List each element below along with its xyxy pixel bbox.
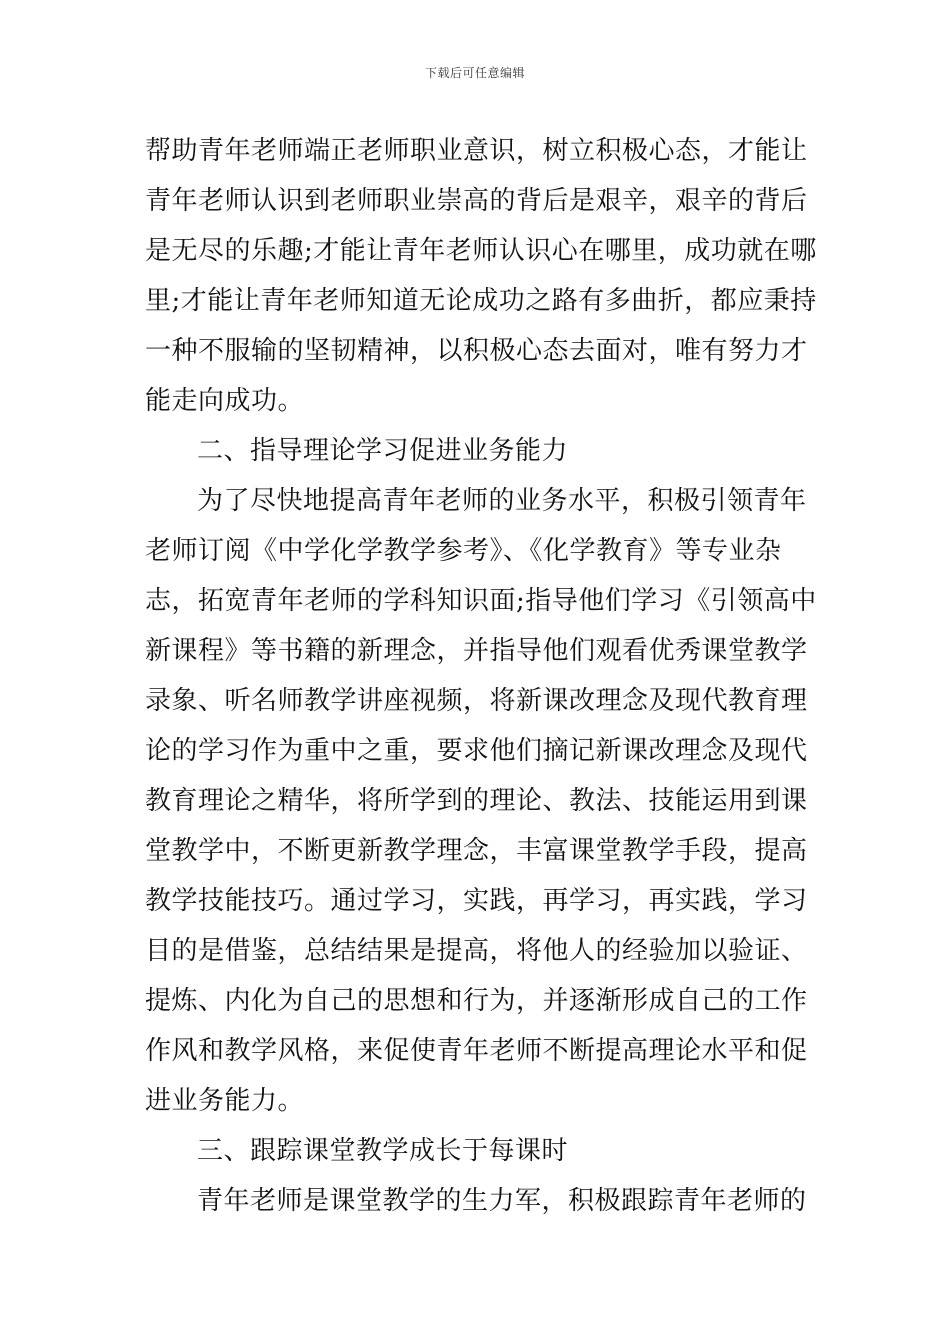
text-line: 是无尽的乐趣;才能让青年老师认识心在哪里，成功就在哪 [145, 236, 817, 266]
text-line: 青年老师认识到老师职业崇高的背后是艰辛，艰辛的背后 [145, 186, 808, 216]
text-line: 作风和教学风格，来促使青年老师不断提高理论水平和促 [145, 1036, 808, 1066]
text-line: 目的是借鉴，总结结果是提高，将他人的经验加以验证、 [145, 936, 808, 966]
text-line: 堂教学中，不断更新教学理念，丰富课堂教学手段，提高 [145, 836, 808, 866]
text-line: 一种不服输的坚韧精神，以积极心态去面对，唯有努力才 [145, 336, 808, 366]
text-line: 里;才能让青年老师知道无论成功之路有多曲折，都应秉持 [145, 286, 817, 316]
section-heading: 二、指导理论学习促进业务能力 [197, 436, 569, 466]
document-body [145, 126, 825, 1226]
text-line: 进业务能力。 [145, 1086, 305, 1116]
text-line: 老师订阅《中学化学教学参考》、《化学教育》等专业杂 [145, 536, 782, 566]
text-line: 录象、听名师教学讲座视频，将新课改理念及现代教育理 [145, 686, 808, 716]
text-line: 提炼、内化为自己的思想和行为，并逐渐形成自己的工作 [145, 986, 808, 1016]
text-line: 教学技能技巧。通过学习，实践，再学习，再实践，学习 [145, 886, 808, 916]
section-heading: 三、跟踪课堂教学成长于每课时 [197, 1136, 569, 1166]
text-line: 青年老师是课堂教学的生力军，积极跟踪青年老师的 [197, 1186, 807, 1216]
text-line: 能走向成功。 [145, 386, 305, 416]
text-line: 新课程》等书籍的新理念，并指导他们观看优秀课堂教学 [145, 636, 808, 666]
text-line: 论的学习作为重中之重，要求他们摘记新课改理念及现代 [145, 736, 808, 766]
text-line: 帮助青年老师端正老师职业意识，树立积极心态，才能让 [145, 136, 808, 166]
page-header: 下载后可任意编辑 [424, 66, 525, 80]
text-line: 教育理论之精华，将所学到的理论、教法、技能运用到课 [145, 786, 808, 816]
text-line: 志，拓宽青年老师的学科知识面;指导他们学习《引领高中 [145, 586, 817, 616]
text-line: 为了尽快地提高青年老师的业务水平，积极引领青年 [197, 486, 807, 516]
